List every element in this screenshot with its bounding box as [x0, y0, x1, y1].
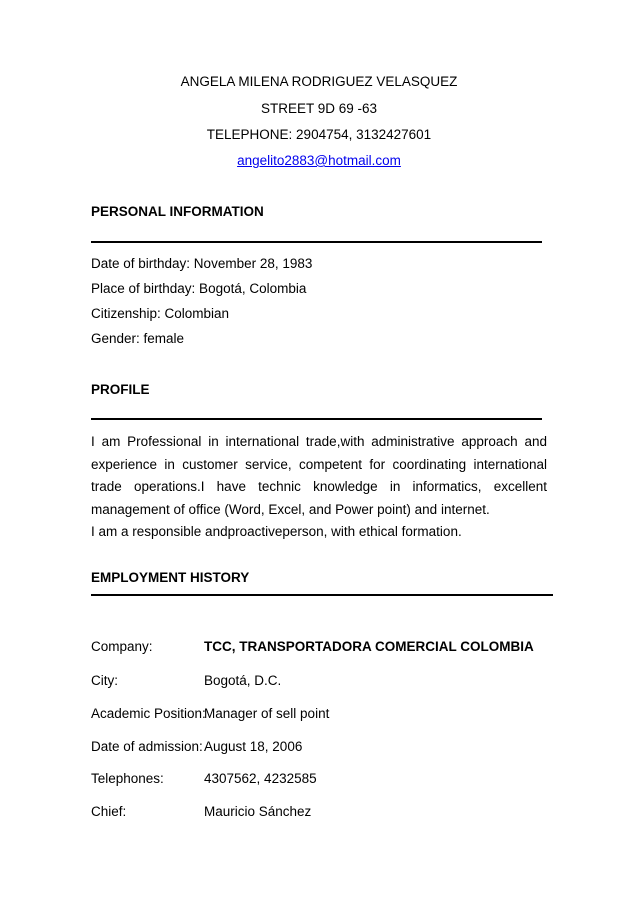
section-divider — [91, 594, 553, 596]
employment-value: Manager of sell point — [204, 706, 330, 721]
profile-paragraph: I am Professional in international trade,with administrative approach and experience in customer service, competent for coordinating international trade operations.I have technic knowledge in informatics, excellent management of office (Word, Excel, and Power point) and internet. — [91, 434, 547, 517]
employment-label: City: — [91, 673, 118, 688]
section-divider — [91, 241, 542, 243]
employment-label: Date of admission: — [91, 739, 203, 754]
profile-text — [91, 431, 547, 544]
employment-row-telephones — [91, 771, 317, 786]
email-link[interactable]: angelito2883@hotmail.com — [237, 153, 401, 168]
employment-value: Bogotá, D.C. — [204, 673, 282, 688]
date-of-birth: Date of birthday: November 28, 1983 — [91, 256, 313, 271]
employment-history-heading: EMPLOYMENT HISTORY — [91, 570, 250, 585]
employment-row-chief — [91, 804, 311, 819]
employment-label: Telephones: — [91, 771, 164, 786]
employment-value: August 18, 2006 — [204, 739, 303, 754]
employment-row-company — [91, 639, 534, 654]
street-address: STREET 9D 69 -63 — [260, 101, 378, 116]
profile-paragraph: I am a responsible andproactiveperson, with ethical formation. — [91, 524, 462, 539]
telephone-line: TELEPHONE: 2904754, 3132427601 — [206, 127, 432, 142]
citizenship: Citizenship: Colombian — [91, 306, 230, 321]
full-name: ANGELA MILENA RODRIGUEZ VELASQUEZ — [180, 74, 458, 89]
employment-row-admission — [91, 739, 302, 754]
employment-value: Mauricio Sánchez — [204, 804, 312, 819]
gender: Gender: female — [91, 331, 185, 346]
profile-heading: PROFILE — [91, 382, 150, 397]
employment-label: Company: — [91, 639, 153, 654]
email-line — [0, 153, 638, 168]
employment-row-position — [91, 706, 329, 721]
personal-information-heading: PERSONAL INFORMATION — [91, 204, 264, 219]
section-divider — [91, 418, 542, 420]
place-of-birth: Place of birthday: Bogotá, Colombia — [91, 281, 307, 296]
employment-value: 4307562, 4232585 — [204, 771, 317, 786]
employment-label: Chief: — [91, 804, 127, 819]
employment-row-city — [91, 673, 281, 688]
employment-label: Academic Position: — [91, 706, 206, 721]
company-name: TCC, TRANSPORTADORA COMERCIAL COLOMBIA — [204, 639, 534, 654]
